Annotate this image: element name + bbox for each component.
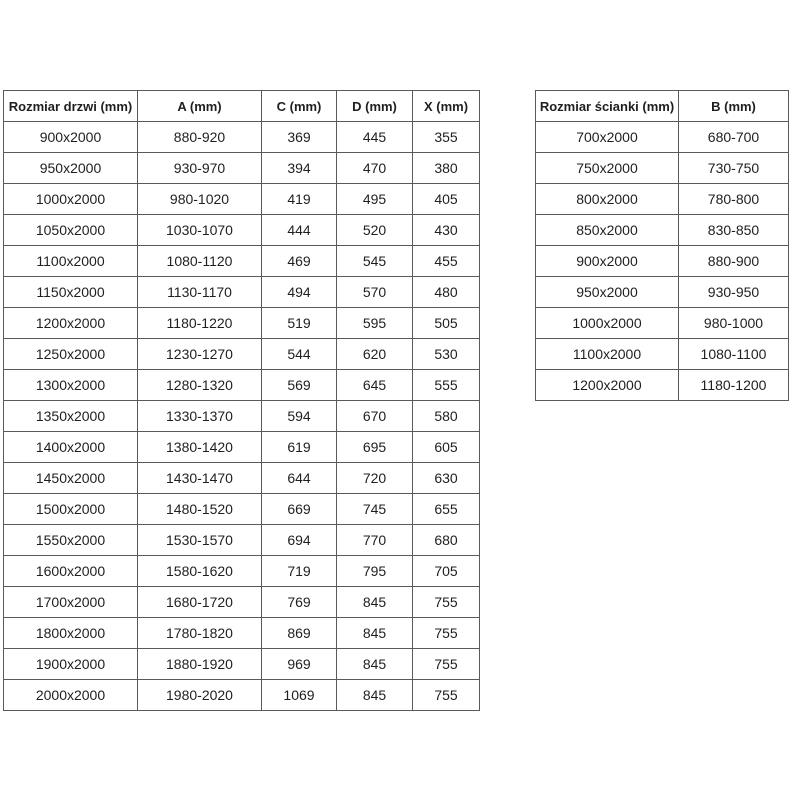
table-cell: 1600x2000 [4,556,138,587]
table-cell: 619 [262,432,337,463]
table-row [536,153,789,184]
table-cell: 1300x2000 [4,370,138,401]
table-cell: 430 [413,215,480,246]
table-cell: 580 [413,401,480,432]
table-row [4,432,480,463]
table-cell: 930-950 [679,277,789,308]
table-cell: 455 [413,246,480,277]
table-cell: 1250x2000 [4,339,138,370]
table-cell: 845 [337,649,413,680]
table-cell: 720 [337,463,413,494]
table-cell: 1130-1170 [138,277,262,308]
table-cell: 980-1000 [679,308,789,339]
table-cell: 694 [262,525,337,556]
table-cell: 369 [262,122,337,153]
table-cell: 1430-1470 [138,463,262,494]
table-cell: 830-850 [679,215,789,246]
table-cell: 900x2000 [536,246,679,277]
table-row [536,277,789,308]
table-cell: 705 [413,556,480,587]
table-cell: 900x2000 [4,122,138,153]
table-cell: 519 [262,308,337,339]
table-cell: 445 [337,122,413,153]
table-cell: 1680-1720 [138,587,262,618]
table-row [536,215,789,246]
table-cell: 1050x2000 [4,215,138,246]
table-cell: 1330-1370 [138,401,262,432]
door-table-header-row [4,91,480,122]
table-cell: 544 [262,339,337,370]
table-cell: 845 [337,618,413,649]
table-row [4,525,480,556]
table-cell: 1500x2000 [4,494,138,525]
table-cell: 755 [413,618,480,649]
table-cell: 355 [413,122,480,153]
table-cell: 1180-1200 [679,370,789,401]
table-cell: 1350x2000 [4,401,138,432]
table-cell: 669 [262,494,337,525]
table-cell: 569 [262,370,337,401]
table-row [4,556,480,587]
table-cell: 1180-1220 [138,308,262,339]
table-cell: 1400x2000 [4,432,138,463]
table-cell: 520 [337,215,413,246]
table-cell: 1700x2000 [4,587,138,618]
table-cell: 495 [337,184,413,215]
table-cell: 980-1020 [138,184,262,215]
table-row [536,184,789,215]
table-cell: 700x2000 [536,122,679,153]
table-cell: 594 [262,401,337,432]
table-row [536,339,789,370]
door-table-header-c: C (mm) [262,91,337,122]
table-cell: 1080-1120 [138,246,262,277]
table-row [4,401,480,432]
table-row [4,494,480,525]
table-row [4,463,480,494]
table-cell: 680 [413,525,480,556]
table-cell: 780-800 [679,184,789,215]
table-row [4,339,480,370]
door-table-header-d: D (mm) [337,91,413,122]
table-cell: 695 [337,432,413,463]
table-cell: 470 [337,153,413,184]
table-cell: 719 [262,556,337,587]
table-cell: 869 [262,618,337,649]
table-cell: 1000x2000 [536,308,679,339]
table-row [4,122,480,153]
table-cell: 1550x2000 [4,525,138,556]
table-cell: 755 [413,649,480,680]
table-cell: 1200x2000 [536,370,679,401]
table-row [4,680,480,711]
table-cell: 755 [413,587,480,618]
table-cell: 1200x2000 [4,308,138,339]
table-cell: 1580-1620 [138,556,262,587]
door-table-header-x: X (mm) [413,91,480,122]
table-cell: 950x2000 [4,153,138,184]
table-cell: 745 [337,494,413,525]
table-cell: 795 [337,556,413,587]
table-row [4,618,480,649]
table-cell: 670 [337,401,413,432]
table-cell: 1030-1070 [138,215,262,246]
wall-table-header-b: B (mm) [679,91,789,122]
table-cell: 505 [413,308,480,339]
wall-table-header-size: Rozmiar ścianki (mm) [536,91,679,122]
table-cell: 620 [337,339,413,370]
table-cell: 845 [337,680,413,711]
table-cell: 880-900 [679,246,789,277]
table-row [4,587,480,618]
table-cell: 1380-1420 [138,432,262,463]
table-cell: 1880-1920 [138,649,262,680]
table-row [536,246,789,277]
table-cell: 644 [262,463,337,494]
wall-table-header-row [536,91,789,122]
table-cell: 1530-1570 [138,525,262,556]
door-table-header-a: A (mm) [138,91,262,122]
door-table-header-size: Rozmiar drzwi (mm) [4,91,138,122]
table-cell: 750x2000 [536,153,679,184]
table-cell: 880-920 [138,122,262,153]
table-cell: 755 [413,680,480,711]
table-cell: 850x2000 [536,215,679,246]
table-cell: 1150x2000 [4,277,138,308]
table-cell: 419 [262,184,337,215]
table-cell: 555 [413,370,480,401]
table-row [4,153,480,184]
table-cell: 1080-1100 [679,339,789,370]
table-cell: 800x2000 [536,184,679,215]
table-cell: 605 [413,432,480,463]
table-cell: 1230-1270 [138,339,262,370]
table-row [536,370,789,401]
table-cell: 770 [337,525,413,556]
table-cell: 730-750 [679,153,789,184]
table-row [4,370,480,401]
table-cell: 469 [262,246,337,277]
table-cell: 769 [262,587,337,618]
table-cell: 394 [262,153,337,184]
table-cell: 1100x2000 [536,339,679,370]
table-cell: 1800x2000 [4,618,138,649]
table-cell: 2000x2000 [4,680,138,711]
table-cell: 380 [413,153,480,184]
table-row [4,277,480,308]
table-cell: 680-700 [679,122,789,153]
table-cell: 595 [337,308,413,339]
table-cell: 630 [413,463,480,494]
table-cell: 969 [262,649,337,680]
table-row [4,246,480,277]
table-cell: 1450x2000 [4,463,138,494]
table-cell: 845 [337,587,413,618]
table-cell: 950x2000 [536,277,679,308]
table-cell: 645 [337,370,413,401]
table-cell: 1100x2000 [4,246,138,277]
door-size-table [3,90,480,711]
table-row [4,308,480,339]
table-cell: 1480-1520 [138,494,262,525]
wall-size-table [535,90,789,401]
table-cell: 1069 [262,680,337,711]
table-row [4,649,480,680]
table-cell: 444 [262,215,337,246]
table-cell: 1280-1320 [138,370,262,401]
table-row [4,184,480,215]
table-cell: 570 [337,277,413,308]
table-cell: 405 [413,184,480,215]
table-cell: 655 [413,494,480,525]
table-row [536,122,789,153]
table-cell: 1980-2020 [138,680,262,711]
table-cell: 930-970 [138,153,262,184]
table-row [536,308,789,339]
table-cell: 1900x2000 [4,649,138,680]
table-row [4,215,480,246]
table-cell: 1780-1820 [138,618,262,649]
table-cell: 494 [262,277,337,308]
table-cell: 480 [413,277,480,308]
table-cell: 530 [413,339,480,370]
table-cell: 545 [337,246,413,277]
table-cell: 1000x2000 [4,184,138,215]
